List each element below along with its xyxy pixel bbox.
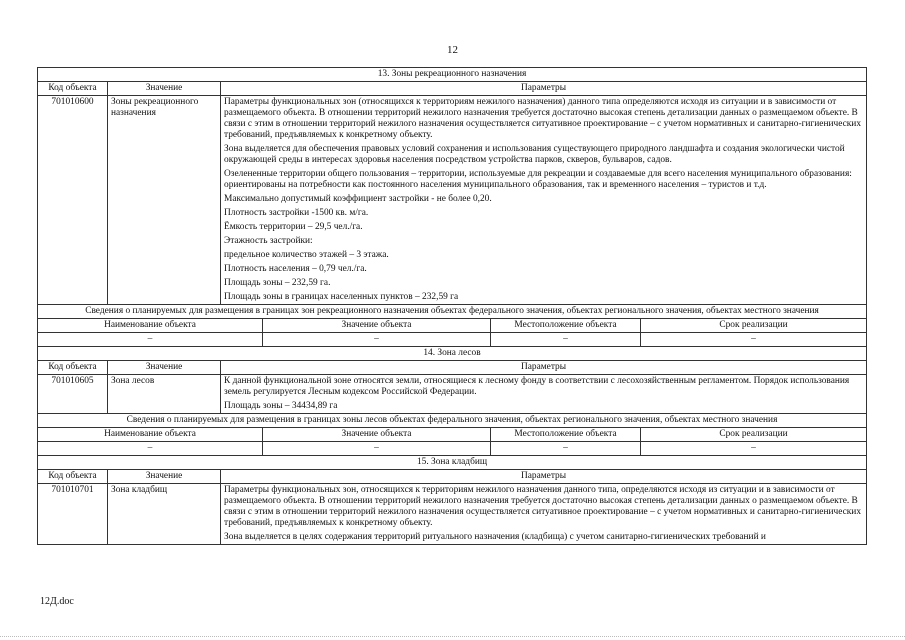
object-value: Зона кладбищ xyxy=(108,484,221,545)
param-paragraph: Площадь зоны в границах населенных пунктов – 232,59 га xyxy=(224,292,459,302)
section-15-data-row xyxy=(38,484,867,545)
param-paragraph: Этажность застройки: xyxy=(224,236,313,246)
section-14-objects-header-row xyxy=(38,428,867,442)
section-title: 13. Зоны рекреационного назначения xyxy=(38,68,867,82)
header-obj-term: Срок реализации xyxy=(641,319,867,333)
page-number: 12 xyxy=(447,44,458,56)
param-paragraph: Зона выделяется в целях содержания территорий ритуального назначения (кладбища) с учетом санитарно-гигиенических требований и xyxy=(224,532,766,542)
param-paragraph: предельное количество этажей – 3 этажа. xyxy=(224,250,389,260)
header-value: Значение xyxy=(108,361,221,375)
param-paragraph: К данной функциональной зоне относятся земли, относящиеся к лесному фонду в соответствии с лесохозяйственным регламентом. Порядок использования земель регулируется Лесным кодексом Российской Федерации. xyxy=(224,376,850,397)
empty-cell: – xyxy=(38,442,263,456)
section-15-title-row xyxy=(38,456,867,470)
object-code: 701010605 xyxy=(38,375,108,414)
param-paragraph: Ёмкость территории – 29,5 чел./га. xyxy=(224,222,363,232)
header-code: Код объекта xyxy=(38,470,108,484)
empty-cell: – xyxy=(491,333,641,347)
section-13-objects-empty-row xyxy=(38,333,867,347)
object-value: Зоны рекреационного назначения xyxy=(108,96,221,305)
section-13-objects-header-row xyxy=(38,319,867,333)
header-params: Параметры xyxy=(221,470,867,484)
section-13-title-row xyxy=(38,68,867,82)
section-13-data-row xyxy=(38,96,867,305)
section-14-objects-title-row xyxy=(38,414,867,428)
param-paragraph: Параметры функциональных зон (относящихся к территориям нежилого назначения) данного типа определяются исходя из ситуации и в зависимости от размещаемого объекта. В отношении территорий нежилого назначения требуется достаточно высокая степень детализации данных о размещаемом объекте. В связи с этим в отношении территорий нежилого назначения осуществляется ситуативное проектирование – с учетом нормативных и санитарно-гигиенических требований, предъявляемых к конкретному объекту. xyxy=(224,97,862,140)
header-obj-name: Наименование объекта xyxy=(38,428,263,442)
header-params: Параметры xyxy=(221,82,867,96)
section-13-header-row xyxy=(38,82,867,96)
objects-title: Сведения о планируемых для размещения в границах зоны лесов объектах федерального значения, объектах регионального значения, объектах местного значения xyxy=(38,414,867,428)
section-13-objects-title-row xyxy=(38,305,867,319)
zones-table xyxy=(37,67,867,545)
page-edge-line xyxy=(0,636,905,637)
section-15-header-row xyxy=(38,470,867,484)
object-params xyxy=(221,484,867,545)
header-code: Код объекта xyxy=(38,82,108,96)
header-obj-location: Местоположение объекта xyxy=(491,319,641,333)
object-value: Зона лесов xyxy=(108,375,221,414)
empty-cell: – xyxy=(641,333,867,347)
section-title: 15. Зона кладбищ xyxy=(38,456,867,470)
empty-cell: – xyxy=(263,333,491,347)
param-paragraph: Плотность населения – 0,79 чел./га. xyxy=(224,264,367,274)
header-value: Значение xyxy=(108,470,221,484)
param-paragraph: Озелененные территории общего пользования – территории, используемые для рекреации и создаваемые для всего населения муниципального образования: ориентированы на потребности как постоянного населения муниципального образования, так и временного населения – туристов и т.д. xyxy=(224,169,852,190)
header-obj-location: Местоположение объекта xyxy=(491,428,641,442)
param-paragraph: Параметры функциональных зон, относящихся к территориям нежилого назначения данного типа, определяются исходя из ситуации и в зависимости от размещаемого объекта. В отношении территорий нежилого назначения требуется достаточно высокая степень детализации данных о размещаемом объекте. В связи с этим в отношении территорий нежилого назначения осуществляется ситуативное проектирование – с учетом нормативных и санитарно-гигиенических требований, предъявляемых к конкретному объекту. xyxy=(224,485,862,528)
param-paragraph: Площадь зоны – 232,59 га. xyxy=(224,278,331,288)
header-obj-term: Срок реализации xyxy=(641,428,867,442)
empty-cell: – xyxy=(263,442,491,456)
section-title: 14. Зона лесов xyxy=(38,347,867,361)
section-14-objects-empty-row xyxy=(38,442,867,456)
object-params xyxy=(221,96,867,305)
empty-cell: – xyxy=(641,442,867,456)
object-code: 701010701 xyxy=(38,484,108,545)
object-code: 701010600 xyxy=(38,96,108,305)
header-code: Код объекта xyxy=(38,361,108,375)
param-paragraph: Площадь зоны – 34434,89 га xyxy=(224,401,338,411)
section-14-header-row xyxy=(38,361,867,375)
objects-title: Сведения о планируемых для размещения в границах зон рекреационного назначения объектах федерального значения, объектах регионального значения, объектах местного значения xyxy=(38,305,867,319)
empty-cell: – xyxy=(491,442,641,456)
param-paragraph: Плотность застройки -1500 кв. м/га. xyxy=(224,208,369,218)
section-14-data-row xyxy=(38,375,867,414)
footer-filename: 12Д.doc xyxy=(40,596,74,607)
header-value: Значение xyxy=(108,82,221,96)
empty-cell: – xyxy=(38,333,263,347)
section-14-title-row xyxy=(38,347,867,361)
header-obj-name: Наименование объекта xyxy=(38,319,263,333)
object-params xyxy=(221,375,867,414)
param-paragraph: Максимально допустимый коэффициент застройки - не более 0,20. xyxy=(224,194,492,204)
header-params: Параметры xyxy=(221,361,867,375)
header-obj-value: Значение объекта xyxy=(263,319,491,333)
param-paragraph: Зона выделяется для обеспечения правовых условий сохранения и использования существующего природного ландшафта и создания экологически чистой окружающей среды в интересах здоровья населения посредством устройства парков, скверов, бульваров, садов. xyxy=(224,144,845,165)
header-obj-value: Значение объекта xyxy=(263,428,491,442)
